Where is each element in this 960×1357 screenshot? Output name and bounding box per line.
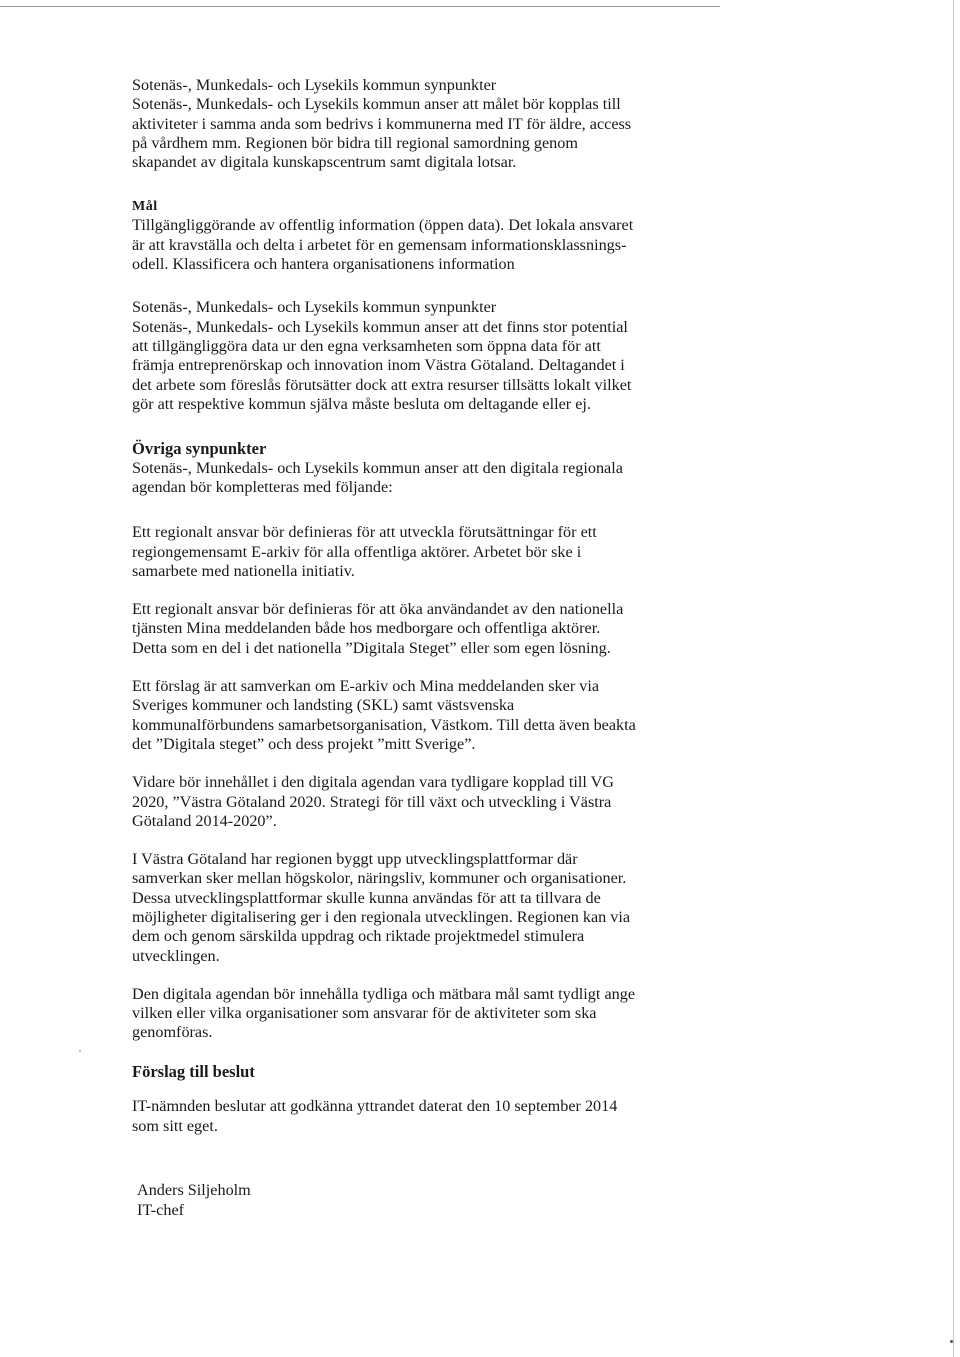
text-line: IT-nämnden beslutar att godkänna yttrandet daterat den 10 september 2014 xyxy=(132,1097,618,1116)
text-line: I Västra Götaland har regionen byggt upp utvecklingsplattformar där xyxy=(132,850,578,869)
scan-edge-right xyxy=(953,0,954,1357)
text-line: tjänsten Mina meddelanden både hos medborgare och offentliga aktörer. xyxy=(132,619,601,638)
text-line: Sotenäs-, Munkedals- och Lysekils kommun synpunkter xyxy=(132,298,497,317)
text-line: samverkan sker mellan högskolor, näringsliv, kommuner och organisationer. xyxy=(132,869,627,888)
goal-heading: Mål xyxy=(132,199,158,215)
text-line: Sotenäs-, Munkedals- och Lysekils kommun anser att målet bör kopplas till xyxy=(132,95,621,114)
text-line: vilken eller vilka organisationer som ansvarar för de aktiviteter som ska xyxy=(132,1004,597,1023)
paragraph-development-platforms xyxy=(132,850,732,966)
text-line: 2020, ”Västra Götaland 2020. Strategi för till växt och utveckling i Västra xyxy=(132,792,612,811)
text-line: Sveriges kommuner och landsting (SKL) samt västsvenska xyxy=(132,696,515,715)
section-goal xyxy=(132,197,732,274)
text-line: att tillgängliggöra data ur den egna verksamheten som öppna data för att xyxy=(132,336,601,355)
text-line: dem och genom särskilda uppdrag och riktade projektmedel stimulera xyxy=(132,927,585,946)
text-line: Ett regionalt ansvar bör definieras för att utveckla förutsättningar för ett xyxy=(132,523,597,542)
paragraph-cooperation xyxy=(132,677,732,754)
text-line: Den digitala agendan bör innehålla tydliga och mätbara mål samt tydligt ange xyxy=(132,984,635,1003)
text-line: gör att respektive kommun själva måste besluta om deltagande eller ej. xyxy=(132,394,591,413)
paragraph-e-archive xyxy=(132,523,732,581)
paragraph-mina-meddelanden xyxy=(132,600,732,658)
document-body xyxy=(132,76,732,1155)
signatory-title: IT-chef xyxy=(137,1200,185,1219)
text-line: skapandet av digitala kunskapscentrum samt digitala lotsar. xyxy=(132,153,517,172)
text-line: Detta som en del i det nationella ”Digitala Steget” eller som egen lösning. xyxy=(132,638,611,657)
other-comments-heading: Övriga synpunkter xyxy=(132,439,267,459)
text-line: agendan bör kompletteras med följande: xyxy=(132,477,393,496)
signature-block xyxy=(137,1181,251,1220)
paragraph-vg2020 xyxy=(132,773,732,831)
text-line: det arbete som föreslås förutsätter dock att extra resurser tillsätts lokalt vilket xyxy=(132,375,632,394)
text-line: på vårdhem mm. Regionen bör bidra till regional samordning genom xyxy=(132,133,578,152)
proposed-decision-heading: Förslag till beslut xyxy=(132,1061,255,1081)
text-line: regiongemensamt E-arkiv för alla offentliga aktörer. Arbetet bör ske i xyxy=(132,542,582,561)
text-line: som sitt eget. xyxy=(132,1116,218,1135)
text-line: det ”Digitala steget” och dess projekt ”mitt Sverige”. xyxy=(132,734,476,753)
scan-speck xyxy=(950,1340,953,1343)
section-other-comments xyxy=(132,439,732,497)
text-line: Sotenäs-, Munkedals- och Lysekils kommun synpunkter xyxy=(132,76,497,94)
text-line: Dessa utvecklingsplattformar skulle kunna användas för att ta tillvara de xyxy=(132,888,601,907)
scan-edge-top xyxy=(0,6,720,7)
text-line: främja entreprenörskap och innovation inom Västra Götaland. Deltagandet i xyxy=(132,356,625,375)
text-line: Ett regionalt ansvar bör definieras för att öka användandet av den nationella xyxy=(132,600,624,619)
text-line: kommunalförbundens samarbetsorganisation, Västkom. Till detta även beakta xyxy=(132,715,636,734)
text-line: Ett förslag är att samverkan om E-arkiv och Mina meddelanden sker via xyxy=(132,677,600,696)
section-sotenas-feedback-2 xyxy=(132,298,732,414)
section-sotenas-feedback-1 xyxy=(132,76,732,172)
text-line: odell. Klassificera och hantera organisationens information xyxy=(132,255,515,274)
text-line: aktiviteter i samma anda som bedrivs i kommunerna med IT för äldre, access xyxy=(132,114,632,133)
text-line: Tillgängliggörande av offentlig information (öppen data). Det lokala ansvaret xyxy=(132,216,634,235)
section-proposed-decision xyxy=(132,1062,732,1136)
text-line: Vidare bör innehållet i den digitala agendan vara tydligare kopplad till VG xyxy=(132,773,614,792)
text-line: utvecklingen. xyxy=(132,946,220,965)
text-line: möjligheter digitalisering ger i den regionala utvecklingen. Regionen kan via xyxy=(132,908,631,926)
signatory-name: Anders Siljeholm xyxy=(137,1181,251,1199)
text-line: Sotenäs-, Munkedals- och Lysekils kommun anser att det finns stor potential xyxy=(132,317,628,336)
text-line: samarbete med nationella initiativ. xyxy=(132,561,355,580)
text-line: Götaland 2014-2020”. xyxy=(132,811,277,830)
text-line: är att kravställa och delta i arbetet för en gemensam informationsklassnings- xyxy=(132,235,627,254)
text-line: genomföras. xyxy=(132,1023,213,1042)
text-line: Sotenäs-, Munkedals- och Lysekils kommun anser att den digitala regionala xyxy=(132,458,623,477)
paragraph-measurable-goals xyxy=(132,985,732,1043)
scan-speck xyxy=(79,1050,81,1052)
